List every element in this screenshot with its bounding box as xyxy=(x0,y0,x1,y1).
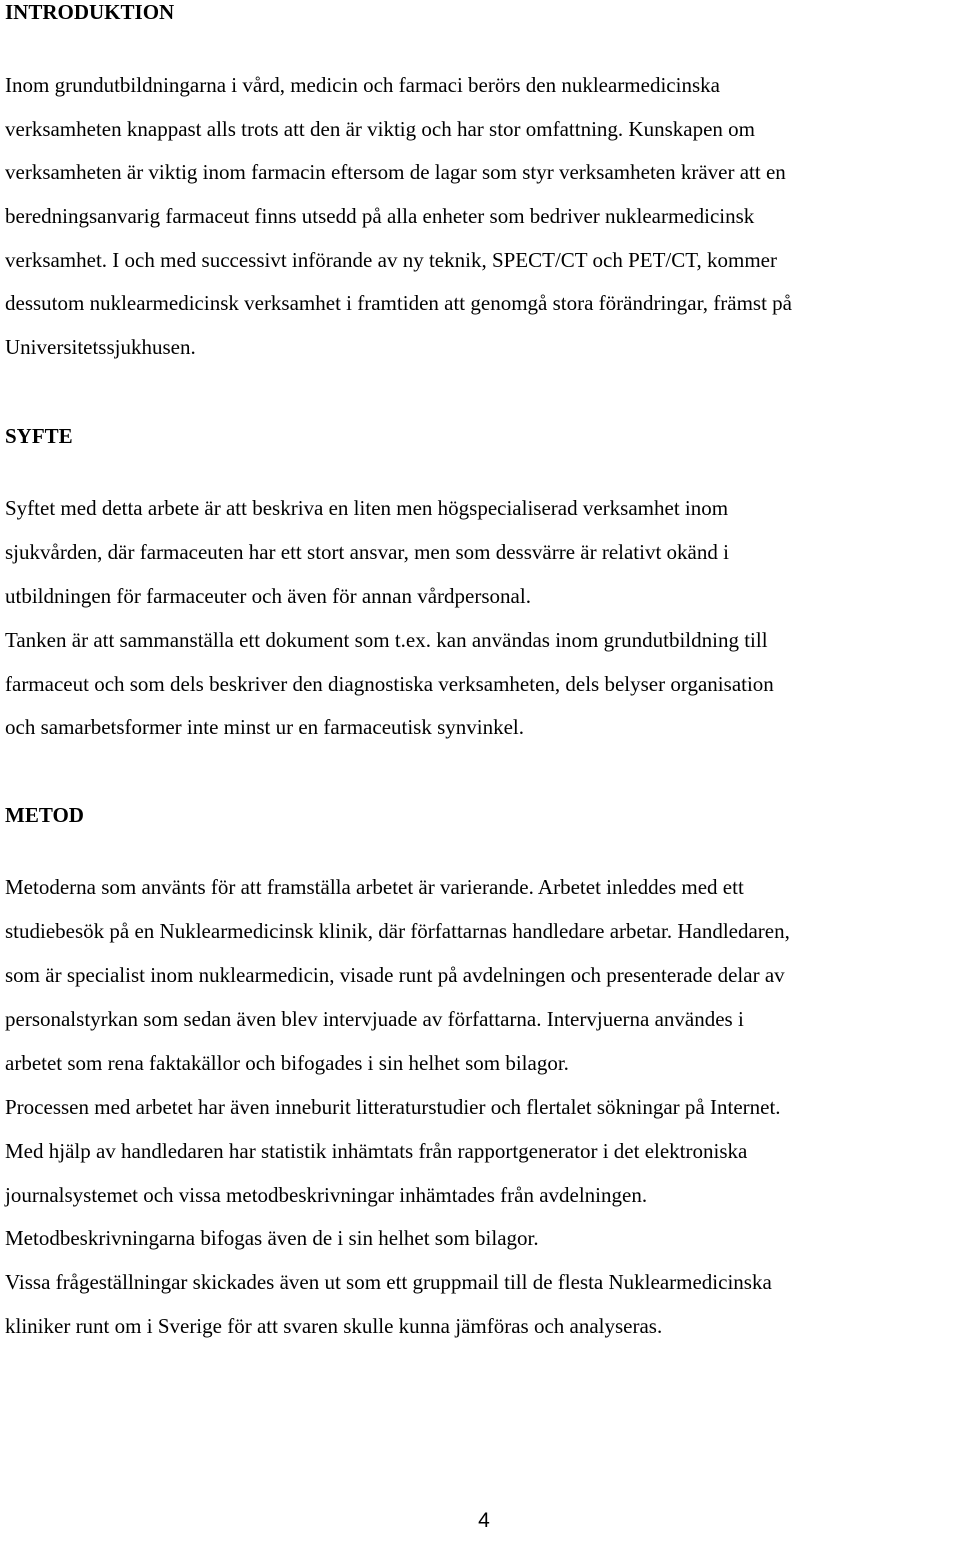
paragraph-line: personalstyrkan som sedan även blev intervjuade av författarna. Intervjuerna användes i xyxy=(5,1007,744,1031)
section-heading-metod: METOD xyxy=(5,803,84,827)
paragraph-line: farmaceut och som dels beskriver den diagnostiska verksamheten, dels belyser organisation xyxy=(5,672,774,696)
paragraph-line: Tanken är att sammanställa ett dokument som t.ex. kan användas inom grundutbildning till xyxy=(5,628,768,652)
paragraph-line: verksamhet. I och med successivt införande av ny teknik, SPECT/CT och PET/CT, kommer xyxy=(5,248,777,272)
section-heading-introduktion: INTRODUKTION xyxy=(5,0,175,24)
page-number: 4 xyxy=(478,1509,490,1532)
paragraph-line: dessutom nuklearmedicinsk verksamhet i framtiden att genomgå stora förändringar, främst på xyxy=(5,291,792,315)
paragraph-line: Processen med arbetet har även inneburit litteraturstudier och flertalet sökningar på Internet. xyxy=(5,1095,781,1119)
paragraph-line: verksamheten knappast alls trots att den är viktig och har stor omfattning. Kunskapen om xyxy=(5,117,755,141)
paragraph-line: verksamheten är viktig inom farmacin eftersom de lagar som styr verksamheten kräver att en xyxy=(5,160,786,184)
paragraph-line: som är specialist inom nuklearmedicin, visade runt på avdelningen och presenterade delar av xyxy=(5,963,785,987)
paragraph-line: arbetet som rena faktakällor och bifogades i sin helhet som bilagor. xyxy=(5,1051,569,1075)
paragraph-line: Metoderna som använts för att framställa arbetet är varierande. Arbetet inleddes med ett xyxy=(5,875,744,899)
paragraph-line: beredningsanvarig farmaceut finns utsedd på alla enheter som bedriver nuklearmedicinsk xyxy=(5,204,755,228)
paragraph-line: studiebesök på en Nuklearmedicinsk klinik, där författarnas handledare arbetar. Handledaren, xyxy=(5,919,790,943)
paragraph-line: Universitetssjukhusen. xyxy=(5,335,196,359)
paragraph-line: Syftet med detta arbete är att beskriva en liten men högspecialiserad verksamhet inom xyxy=(5,496,729,520)
paragraph-line: Vissa frågeställningar skickades även ut som ett gruppmail till de flesta Nuklearmedicinska xyxy=(5,1270,772,1294)
paragraph-line: och samarbetsformer inte minst ur en farmaceutisk synvinkel. xyxy=(5,715,525,739)
paragraph-line: Inom grundutbildningarna i vård, medicin och farmaci berörs den nuklearmedicinska xyxy=(5,73,720,97)
paragraph-line: Metodbeskrivningarna bifogas även de i sin helhet som bilagor. xyxy=(5,1226,539,1250)
paragraph-line: Med hjälp av handledaren har statistik inhämtats från rapportgenerator i det elektroniska xyxy=(5,1139,748,1163)
section-heading-syfte: SYFTE xyxy=(5,424,73,448)
paragraph-line: sjukvården, där farmaceuten har ett stort ansvar, men som dessvärre är relativt okänd i xyxy=(5,540,729,564)
paragraph-line: journalsystemet och vissa metodbeskrivningar inhämtades från avdelningen. xyxy=(5,1183,648,1207)
paragraph-line: kliniker runt om i Sverige för att svaren skulle kunna jämföras och analyseras. xyxy=(5,1314,663,1338)
paragraph-line: utbildningen för farmaceuter och även för annan vårdpersonal. xyxy=(5,584,531,608)
